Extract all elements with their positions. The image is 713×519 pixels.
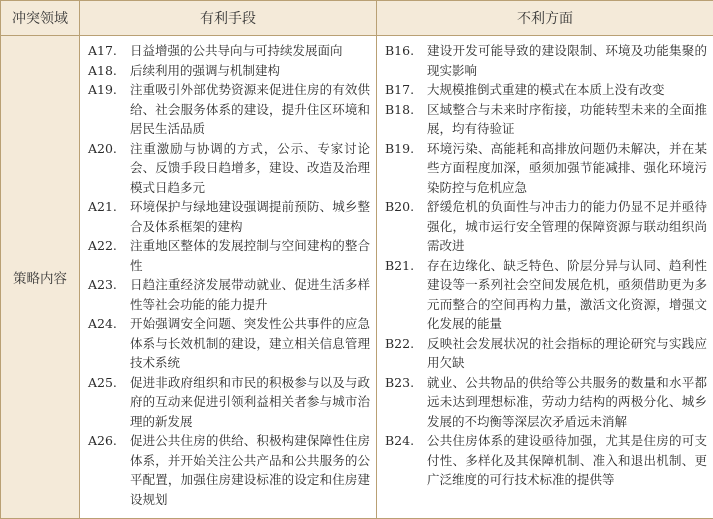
- list-item: [88, 41, 370, 61]
- list-item: [385, 431, 707, 490]
- list-item: [385, 139, 707, 198]
- list-item: [385, 334, 707, 373]
- item-code: A17.: [88, 43, 117, 58]
- item-text: 存在边缘化、缺乏特色、阶层分异与认同、趋利性建设等一系列社会空间发展危机，亟须借助更为多元而整合的空间再构力量，激活文化资源，增强文化发展的能量: [427, 257, 707, 331]
- item-code: B19.: [385, 140, 415, 156]
- list-item: [385, 80, 707, 100]
- header-favorable-means: 有利手段: [80, 1, 377, 36]
- item-text: 环境保护与绿地建设强调提前预防、城乡整合及体系框架的建构: [130, 199, 370, 234]
- item-code: A21.: [88, 199, 117, 214]
- list-item: [88, 139, 370, 198]
- list-item: [88, 431, 370, 509]
- item-text: 日益增强的公共导向与可持续发展面向: [130, 43, 343, 58]
- list-item: [385, 41, 707, 80]
- item-code: A18.: [88, 62, 117, 78]
- item-text: 舒缓危机的负面性与冲击力的能力仍显不足并亟待强化，城市运行安全管理的保障资源与联动组织尚需改进: [427, 199, 707, 253]
- item-text: 建设开发可能导致的建设限制、环境及功能集聚的现实影响: [427, 43, 707, 78]
- item-code: B23.: [385, 374, 415, 390]
- unfavorable-column: [377, 36, 713, 519]
- item-code: A22.: [88, 238, 117, 253]
- item-text: 就业、公共物品的供给等公共服务的数量和水平都远未达到理想标准，劳动力结构的两极分化、城乡发展的不均衡等深层次矛盾远未消解: [427, 374, 707, 429]
- item-text: 后续利用的强调与机制建构: [130, 62, 281, 78]
- header-row: [1, 1, 713, 36]
- item-code: A19.: [88, 82, 117, 97]
- item-text: 促进非政府组织和市民的积极参与以及与政府的互动来促进引领利益相关者参与城市治理的新发展: [130, 374, 370, 429]
- item-code: B24.: [385, 433, 415, 448]
- item-code: A26.: [88, 433, 117, 448]
- header-conflict-area: 冲突领域: [1, 1, 80, 36]
- list-item: [88, 80, 370, 139]
- item-text: 区域整合与未来时序衔接，功能转型未来的全面推展，均有待验证: [427, 101, 707, 136]
- item-text: 日趋注重经济发展带动就业、促进生活多样性等社会功能的能力提升: [130, 277, 370, 312]
- list-item: [88, 236, 370, 275]
- list-item: [88, 197, 370, 236]
- item-text: 注重地区整体的发展控制与空间建构的整合性: [130, 238, 370, 273]
- item-code: B21.: [385, 257, 415, 273]
- header-unfavorable-aspects: 不利方面: [377, 1, 713, 36]
- item-code: B17.: [385, 82, 415, 97]
- strategy-row: [1, 36, 713, 519]
- item-text: 反映社会发展状况的社会指标的理论研究与实践应用欠缺: [427, 335, 707, 370]
- list-item: [385, 373, 707, 432]
- item-text: 促进公共住房的供给、积极构建保障性住房体系，并开始关注公共产品和公共服务的公平配置，加强住房建设标准的设定和住房建设规划: [130, 433, 370, 507]
- item-text: 注重激励与协调的方式，公示、专家讨论会、反馈手段日趋增多，建设、改造及治理模式日趋多元: [130, 140, 370, 195]
- list-item: [88, 275, 370, 314]
- category-cell: 策略内容: [1, 36, 80, 519]
- item-code: B22.: [385, 335, 415, 351]
- list-item: [88, 373, 370, 432]
- item-code: A24.: [88, 316, 117, 331]
- favorable-column: [80, 36, 377, 519]
- item-text: 公共住房体系的建设亟待加强，尤其是住房的可支付性、多样化及其保障机制、准入和退出机制、更广泛维度的可行技术标准的提供等: [427, 433, 707, 487]
- list-item: [385, 100, 707, 139]
- item-code: B18.: [385, 101, 415, 117]
- item-code: A25.: [88, 374, 117, 390]
- item-text: 注重吸引外部优势资源来促进住房的有效供给、社会服务体系的建设，提升住区环境和居民生活品质: [130, 82, 370, 136]
- item-text: 大规模推倒式重建的模式在本质上没有改变: [427, 82, 665, 97]
- item-code: B20.: [385, 199, 415, 214]
- item-code: A20.: [88, 140, 117, 156]
- item-text: 环境污染、高能耗和高排放问题仍未解决，并在某些方面程度加深，亟须加强节能减排、强化环境污染防控与危机应急: [427, 140, 707, 195]
- item-text: 开始强调安全问题、突发性公共事件的应急体系与长效机制的建设，建立相关信息管理技术系统: [130, 316, 370, 370]
- item-code: A23.: [88, 277, 117, 292]
- list-item: [385, 197, 707, 256]
- list-item: [88, 61, 370, 81]
- list-item: [88, 314, 370, 373]
- list-item: [385, 256, 707, 334]
- item-code: B16.: [385, 43, 415, 58]
